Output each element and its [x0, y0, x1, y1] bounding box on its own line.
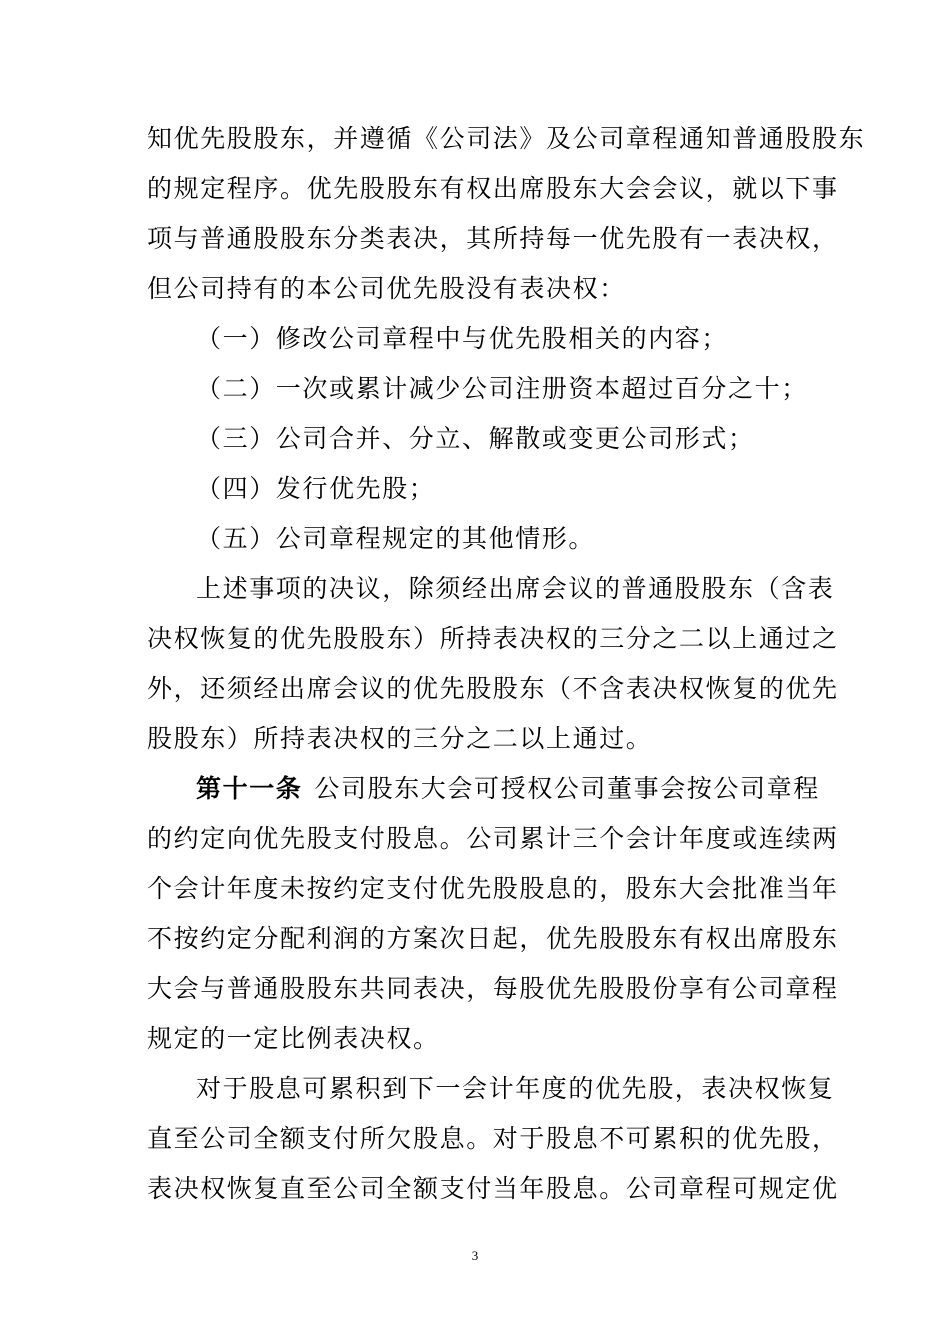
- text-line: 表决权恢复直至公司全额支付当年股息。公司章程可规定优: [147, 1174, 839, 1203]
- page-number: 3: [471, 1248, 479, 1263]
- article-text: 公司股东大会可授权公司董事会按公司章程: [314, 774, 820, 803]
- text-line: 股股东）所持表决权的三分之二以上通过。: [147, 724, 653, 753]
- text-line: 项与普通股股东分类表决，其所持每一优先股有一表决权，: [147, 224, 839, 253]
- article-heading: 第十一条: [196, 774, 303, 803]
- text-line: 规定的一定比例表决权。: [147, 1024, 440, 1053]
- text-line: 外，还须经出席会议的优先股股东（不含表决权恢复的优先: [147, 674, 839, 703]
- list-item: （三）公司合并、分立、解散或变更公司形式；: [196, 424, 755, 453]
- text-line: 但公司持有的本公司优先股没有表决权：: [147, 274, 626, 303]
- text-line: 不按约定分配利润的方案次日起，优先股股东有权出席股东: [147, 924, 839, 953]
- text-line: 决权恢复的优先股股东）所持表决权的三分之二以上通过之: [147, 624, 839, 653]
- article-line: [196, 774, 856, 804]
- text-line: 的约定向优先股支付股息。公司累计三个会计年度或连续两: [147, 824, 839, 853]
- list-item: （五）公司章程规定的其他情形。: [196, 524, 596, 553]
- text-line: 的规定程序。优先股股东有权出席股东大会会议，就以下事: [147, 174, 839, 203]
- text-line: 对于股息可累积到下一会计年度的优先股，表决权恢复: [196, 1074, 835, 1103]
- text-line: 个会计年度未按约定支付优先股股息的，股东大会批准当年: [147, 874, 839, 903]
- text-line: 知优先股股东，并遵循《公司法》及公司章程通知普通股股东: [147, 124, 866, 153]
- list-item: （二）一次或累计减少公司注册资本超过百分之十；: [196, 374, 808, 403]
- text-line: 大会与普通股股东共同表决，每股优先股股份享有公司章程: [147, 974, 839, 1003]
- list-item: （四）发行优先股；: [196, 474, 436, 503]
- text-line: 直至公司全额支付所欠股息。对于股息不可累积的优先股，: [147, 1124, 839, 1153]
- list-item: （一）修改公司章程中与优先股相关的内容；: [196, 324, 729, 353]
- text-line: 上述事项的决议，除须经出席会议的普通股股东（含表: [196, 574, 835, 603]
